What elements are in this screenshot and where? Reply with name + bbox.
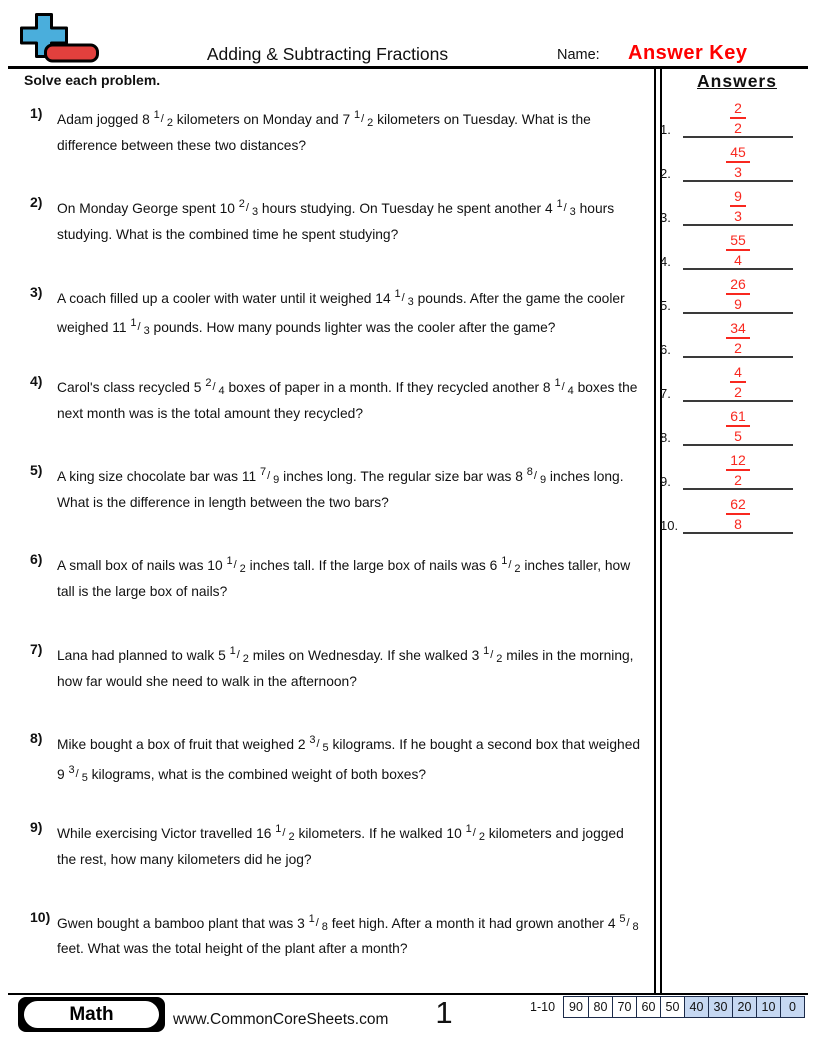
answer-blank-line	[683, 532, 793, 534]
problem	[0, 641, 652, 730]
answer-blank-line	[683, 180, 793, 182]
answer-index: 5.	[660, 298, 671, 313]
problem	[0, 105, 652, 194]
score-range-label: 1-10	[530, 1000, 556, 1014]
score-cell: 60	[636, 997, 660, 1017]
fraction-denominator: 8	[734, 516, 742, 532]
score-cell: 50	[660, 997, 684, 1017]
problem-number: 1)	[30, 105, 43, 121]
inline-fraction: $^5$/ 8	[619, 912, 639, 933]
problem-text: Mike bought a box of fruit that weighed 2 $^3$/ 5 kilograms. If he bought a second box that weighed 9 $^3$/ 5 kilograms, what is the combined weight of both boxes?	[57, 734, 641, 784]
name-label: Name:	[557, 47, 600, 63]
problem	[0, 730, 652, 819]
answer-row	[655, 404, 805, 446]
inline-fraction: $^7$/ 9	[259, 466, 280, 487]
problem-number: 7)	[30, 640, 43, 657]
answer-blank-line	[683, 312, 793, 314]
inline-fraction: $^2$/ 4	[205, 376, 225, 397]
inline-fraction: $^3$/ 5	[309, 734, 329, 755]
problem-number: 5)	[30, 462, 43, 479]
fraction-denominator: 4	[734, 252, 742, 268]
problem-text: A king size chocolate bar was 11 $^7$/ 9 inches long. The regular size bar was 8 $^8$/ 9 inches long. What is the difference in length between the two bars?	[57, 466, 624, 510]
fraction-denominator: 5	[734, 428, 742, 444]
problem-text: On Monday George spent 10 $^2$/ 3 hours studying. On Tuesday he spent another 4 $^1$/ 3 hours studying. What is the combined time he spent studying?	[57, 198, 615, 243]
inline-fraction: $^1$/ 2	[465, 823, 485, 844]
subject-badge	[18, 997, 165, 1032]
inline-fraction: $^1$/ 2	[226, 555, 246, 576]
score-cell: 80	[588, 997, 612, 1017]
fraction-denominator: 2	[734, 384, 742, 400]
answer-index: 2.	[660, 166, 671, 181]
answer-fraction	[683, 453, 793, 487]
answer-blank-line	[683, 444, 793, 446]
problem-number: 9)	[30, 819, 43, 836]
fraction-numerator: 34	[726, 321, 750, 339]
fraction-denominator: 2	[734, 120, 742, 136]
answer-row	[655, 140, 805, 182]
answer-row	[655, 448, 805, 490]
inline-fraction: $^1$/ 2	[483, 644, 503, 665]
problem	[0, 462, 652, 551]
answer-index: 6.	[660, 342, 671, 357]
problem-list	[0, 105, 652, 998]
answer-blank-line	[683, 356, 793, 358]
fraction-denominator: 2	[734, 472, 742, 488]
answer-blank-line	[683, 268, 793, 270]
website-url: www.CommonCoreSheets.com	[173, 1011, 389, 1028]
inline-fraction: $^1$/ 3	[556, 198, 576, 219]
inline-fraction: $^1$/ 2	[153, 109, 173, 129]
answer-fraction	[683, 189, 793, 223]
fraction-numerator: 4	[730, 365, 746, 383]
answer-fraction	[683, 497, 793, 531]
answer-row	[655, 316, 805, 358]
page-number: 1	[435, 995, 453, 1030]
inline-fraction: $^1$/ 3	[130, 317, 150, 338]
answers-list	[655, 0, 810, 1056]
problem-text: Carol's class recycled 5 $^2$/ 4 boxes of paper in a month. If they recycled another 8 $^1$/ 4 boxes the next month was is the total amount they recycled?	[57, 376, 638, 421]
answer-row	[655, 492, 805, 534]
score-cell: 0	[780, 997, 804, 1017]
fraction-numerator: 62	[726, 497, 750, 515]
inline-fraction: $^8$/ 9	[526, 466, 547, 487]
inline-fraction: $^1$/ 8	[308, 912, 328, 933]
answer-fraction	[683, 365, 793, 399]
problem	[0, 819, 652, 908]
score-cell: 40	[684, 997, 708, 1017]
fraction-numerator: 45	[726, 145, 750, 163]
answer-fraction	[683, 101, 793, 135]
answer-row	[655, 184, 805, 226]
answer-blank-line	[683, 488, 793, 490]
answer-row	[655, 228, 805, 270]
answer-row	[655, 96, 805, 138]
fraction-numerator: 61	[726, 409, 750, 427]
subject-badge-label: Math	[24, 1001, 159, 1028]
inline-fraction: $^1$/ 2	[353, 109, 374, 129]
score-cell: 70	[612, 997, 636, 1017]
score-cell: 10	[756, 997, 780, 1017]
answer-fraction	[683, 321, 793, 355]
inline-fraction: $^1$/ 4	[554, 376, 574, 397]
answer-fraction	[683, 277, 793, 311]
fraction-numerator: 12	[726, 453, 750, 471]
answer-fraction	[683, 409, 793, 443]
answer-blank-line	[683, 400, 793, 402]
problem-text: While exercising Victor travelled 16 $^1$/ 2 kilometers. If he walked 10 $^1$/ 2 kilometers and jogged the rest, how many kilometers did he jog?	[57, 823, 624, 868]
answer-blank-line	[683, 224, 793, 226]
fraction-numerator: 9	[730, 189, 746, 207]
answer-fraction	[683, 145, 793, 179]
fraction-denominator: 9	[734, 296, 742, 312]
problem	[0, 284, 652, 373]
inline-fraction: $^2$/ 3	[238, 198, 259, 219]
fraction-numerator: 55	[726, 233, 750, 251]
problem-number: 8)	[30, 730, 43, 747]
fraction-numerator: 2	[730, 101, 746, 119]
answer-index: 9.	[660, 474, 671, 489]
problem-number: 10)	[30, 908, 51, 925]
score-table	[563, 996, 805, 1018]
answer-row	[655, 360, 805, 402]
problem-number: 3)	[30, 283, 43, 300]
inline-fraction: $^1$/ 2	[275, 823, 295, 844]
inline-fraction: $^3$/ 5	[68, 763, 88, 784]
problem	[0, 373, 652, 462]
problem	[0, 194, 652, 283]
answer-index: 8.	[660, 430, 671, 445]
fraction-denominator: 2	[734, 340, 742, 356]
answer-index: 4.	[660, 254, 671, 269]
fraction-numerator: 26	[726, 277, 750, 295]
instruction-text: Solve each problem.	[24, 72, 161, 88]
problem-text: Gwen bought a bamboo plant that was 3 $^1$/ 8 feet high. After a month it had grown another 4 $^5$/ 8 feet. What was the total height of the plant after a month?	[57, 912, 639, 957]
fraction-denominator: 3	[734, 208, 742, 224]
answer-index: 3.	[660, 210, 671, 225]
answer-blank-line	[683, 136, 793, 138]
answer-fraction	[683, 233, 793, 267]
problem-text: Lana had planned to walk 5 $^1$/ 2 miles on Wednesday. If she walked 3 $^1$/ 2 miles in the morning, how far would she need to walk in the afternoon?	[57, 644, 634, 689]
problem-text: A coach filled up a cooler with water until it weighed 14 $^1$/ 3 pounds. After the game the cooler weighed 11 $^1$/ 3 pounds. How many pounds lighter was the cooler after the game?	[57, 287, 625, 338]
answer-index: 1.	[660, 122, 671, 137]
score-cell: 30	[708, 997, 732, 1017]
inline-fraction: $^1$/ 3	[394, 287, 414, 308]
inline-fraction: $^1$/ 2	[501, 555, 521, 576]
name-value: Answer Key	[628, 42, 748, 64]
score-cell: 90	[569, 1000, 583, 1014]
problem	[0, 909, 652, 998]
inline-fraction: $^1$/ 2	[229, 644, 249, 665]
answer-index: 7.	[660, 386, 671, 401]
score-cell: 20	[732, 997, 756, 1017]
problem	[0, 551, 652, 640]
problem-number: 2)	[30, 194, 43, 211]
fraction-denominator: 3	[734, 164, 742, 180]
answers-title: Answers	[697, 71, 777, 91]
problem-number: 6)	[30, 551, 43, 568]
worksheet-title: Adding & Subtracting Fractions	[206, 44, 449, 64]
answer-row	[655, 272, 805, 314]
answer-index: 10.	[660, 518, 679, 533]
problem-text: A small box of nails was 10 $^1$/ 2 inches tall. If the large box of nails was 6 $^1$/ 2 inches taller, how tall is the large box of nails?	[57, 555, 631, 600]
problem-number: 4)	[30, 372, 43, 389]
problem-text: Adam jogged 8 $^1$/ 2 kilometers on Monday and 7 $^1$/ 2 kilometers on Tuesday. What is the difference between these two distances?	[57, 109, 591, 153]
